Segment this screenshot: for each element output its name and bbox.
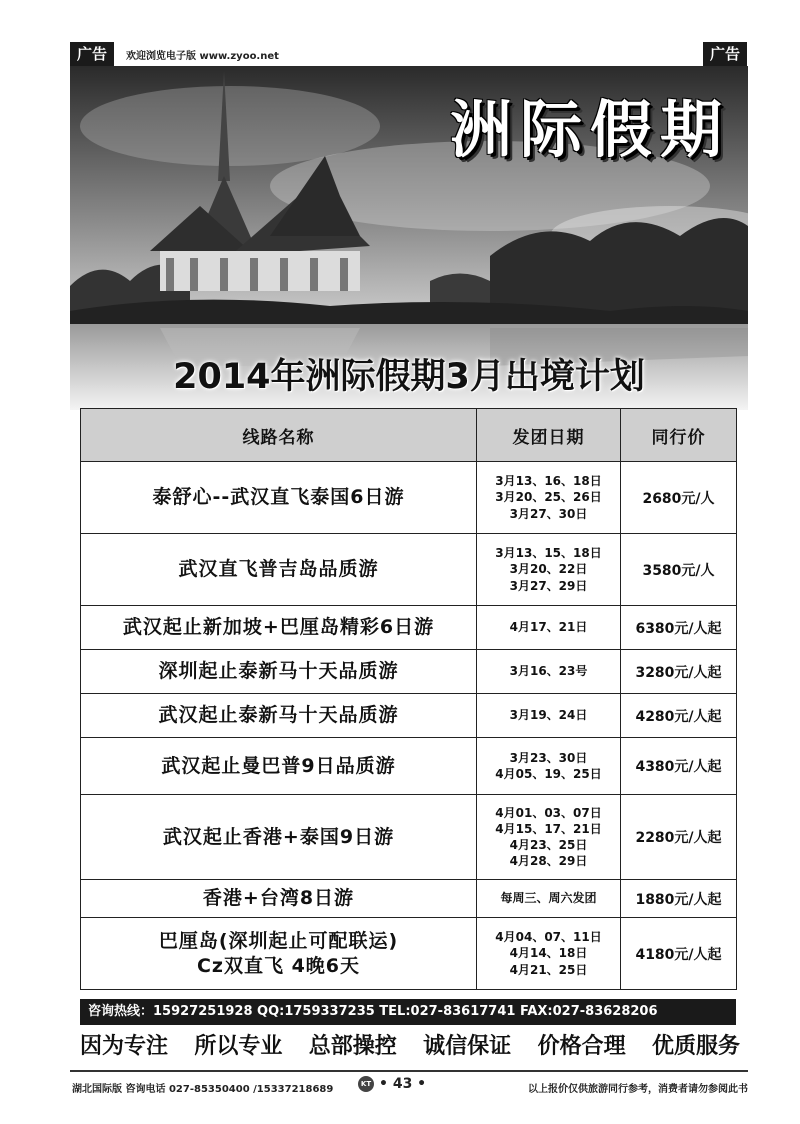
price: 1880元/人起 bbox=[621, 880, 737, 918]
itinerary-table bbox=[80, 408, 736, 990]
date-line: 3月13、16、18日 bbox=[495, 474, 602, 489]
date-line: 4月14、18日 bbox=[509, 946, 588, 961]
route-line: Cz双直飞 4晚6天 bbox=[196, 954, 361, 977]
page-number-block bbox=[358, 1076, 426, 1092]
departure-dates bbox=[477, 606, 621, 650]
table-row bbox=[81, 694, 737, 738]
slogan: 价格合理 bbox=[537, 1033, 626, 1059]
departure-dates bbox=[477, 462, 621, 534]
table-row bbox=[81, 880, 737, 918]
date-line: 3月16、23号 bbox=[509, 664, 588, 679]
table-header-row bbox=[81, 409, 737, 462]
date-line: 3月27、30日 bbox=[509, 506, 588, 521]
plan-title: 2014年洲际假期3月出境计划 bbox=[173, 357, 645, 397]
date-line: 4月15、17、21日 bbox=[495, 821, 602, 836]
route-name: 深圳起止泰新马十天品质游 bbox=[81, 650, 477, 694]
route-name bbox=[81, 918, 477, 990]
departure-dates bbox=[477, 918, 621, 990]
header-price: 同行价 bbox=[621, 409, 737, 462]
slogan: 因为专注 bbox=[80, 1033, 169, 1059]
date-line: 4月21、25日 bbox=[509, 962, 588, 977]
date-line: 4月01、03、07日 bbox=[495, 805, 602, 820]
date-line: 4月05、19、25日 bbox=[495, 767, 602, 781]
route-line: 巴厘岛(深圳起止可配联运) bbox=[158, 929, 399, 952]
date-line: 4月17、21日 bbox=[509, 620, 588, 635]
price: 6380元/人起 bbox=[621, 606, 737, 650]
route-name: 泰舒心--武汉直飞泰国6日游 bbox=[81, 462, 477, 534]
table-row bbox=[81, 918, 737, 990]
hero-banner bbox=[70, 66, 748, 410]
date-line: 3月19、24日 bbox=[509, 708, 588, 723]
site-text: 欢迎浏览电子版 www.zyoo.net bbox=[126, 51, 279, 62]
date-line: 每周三、周六发团 bbox=[500, 891, 597, 906]
departure-dates bbox=[477, 650, 621, 694]
slogan: 诚信保证 bbox=[423, 1033, 512, 1059]
departure-dates bbox=[477, 795, 621, 880]
ad-label-left: 广告 bbox=[70, 42, 114, 66]
date-line: 4月28、29日 bbox=[509, 854, 588, 869]
date-line: 3月13、15、18日 bbox=[495, 546, 602, 561]
route-name: 武汉起止新加坡+巴厘岛精彩6日游 bbox=[81, 606, 477, 650]
price: 3580元/人 bbox=[621, 534, 737, 606]
slogan: 所以专业 bbox=[194, 1033, 283, 1059]
table-row bbox=[81, 738, 737, 795]
slogan-row bbox=[80, 1029, 740, 1060]
date-line: 4月04、07、11日 bbox=[495, 930, 602, 945]
price: 3280元/人起 bbox=[621, 650, 737, 694]
header-route: 线路名称 bbox=[81, 409, 477, 462]
ad-label-right: 广告 bbox=[703, 42, 747, 66]
brand-title: 洲际假期 bbox=[449, 93, 730, 166]
route-name: 武汉起止香港+泰国9日游 bbox=[81, 795, 477, 880]
footer-publication-info: 湖北国际版 咨询电话 027-85350400 /15337218689 bbox=[72, 1084, 334, 1095]
footer-divider bbox=[70, 1070, 748, 1072]
departure-dates bbox=[477, 880, 621, 918]
price: 2280元/人起 bbox=[621, 795, 737, 880]
table-row bbox=[81, 462, 737, 534]
price: 2680元/人 bbox=[621, 462, 737, 534]
table-row bbox=[81, 795, 737, 880]
publication-logo-icon: KT bbox=[358, 1076, 374, 1092]
price: 4180元/人起 bbox=[621, 918, 737, 990]
contact-hotline: 咨询热线：15927251928 QQ:1759337235 TEL:027-83617741 FAX:027-83628206 bbox=[80, 999, 736, 1025]
date-line: 3月20、22日 bbox=[509, 562, 588, 577]
slogan: 总部操控 bbox=[308, 1033, 397, 1059]
date-line: 3月27、29日 bbox=[509, 578, 588, 593]
slogan: 优质服务 bbox=[651, 1033, 740, 1059]
departure-dates bbox=[477, 534, 621, 606]
departure-dates bbox=[477, 694, 621, 738]
date-line: 3月23、30日 bbox=[509, 750, 588, 765]
departure-dates bbox=[477, 738, 621, 795]
date-line: 4月23、25日 bbox=[509, 838, 588, 852]
route-name: 香港+台湾8日游 bbox=[81, 880, 477, 918]
header-dates: 发团日期 bbox=[477, 409, 621, 462]
table-row bbox=[81, 606, 737, 650]
footer-disclaimer: 以上报价仅供旅游同行参考，消费者请勿参阅此书 bbox=[528, 1084, 748, 1095]
route-name: 武汉起止泰新马十天品质游 bbox=[81, 694, 477, 738]
price: 4280元/人起 bbox=[621, 694, 737, 738]
table-row bbox=[81, 650, 737, 694]
page-number: • 43 • bbox=[379, 1076, 427, 1092]
route-name: 武汉起止曼巴普9日品质游 bbox=[81, 738, 477, 795]
price: 4380元/人起 bbox=[621, 738, 737, 795]
date-line: 3月20、25、26日 bbox=[495, 490, 602, 505]
route-name: 武汉直飞普吉岛品质游 bbox=[81, 534, 477, 606]
table-row bbox=[81, 534, 737, 606]
